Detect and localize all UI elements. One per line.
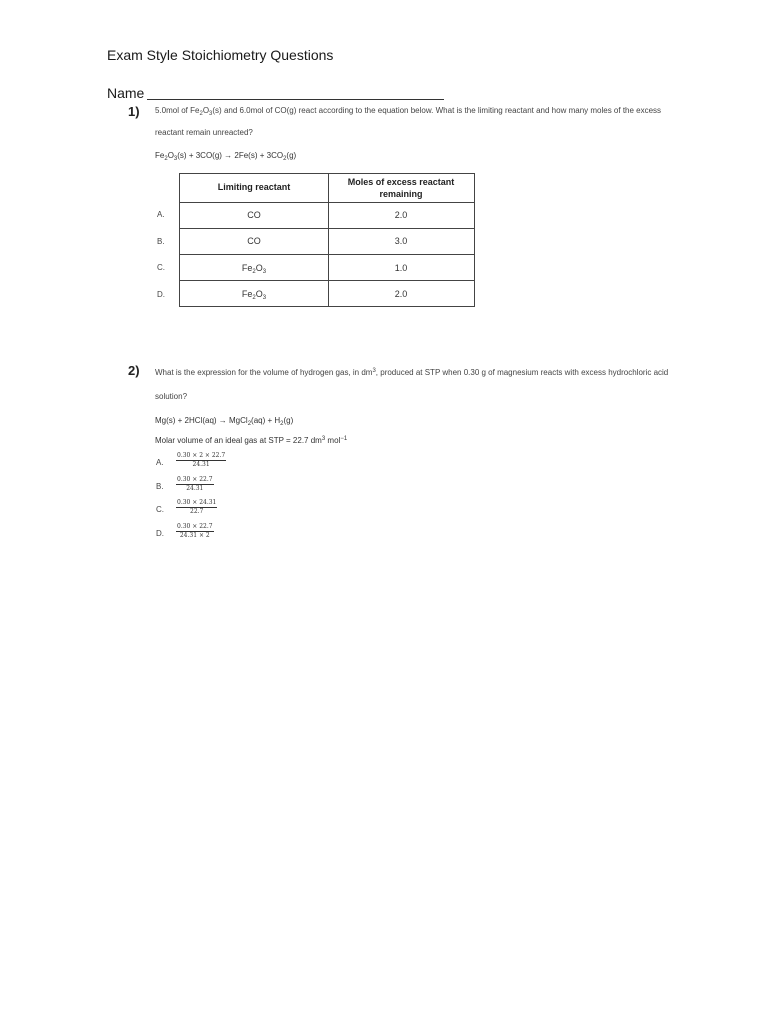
q2-option-a-letter: A.	[156, 458, 164, 467]
option-a-letter: A.	[157, 210, 165, 219]
question-2-text-line2: solution?	[155, 392, 188, 401]
table-cell-moles: 3.0	[394, 236, 408, 246]
question-2-text-line1: What is the expression for the volume of hydrogen gas, in $dm^3$, produced at STP when 0.30 g of magnesium reacts with excess hydrochloric acid	[155, 368, 669, 377]
option-d-letter: D.	[157, 290, 165, 299]
name-label: Name	[107, 85, 145, 101]
table-cell-reactant: $Fe_2O_3$	[241, 263, 267, 275]
question-1-text-line2: reactant remain unreacted?	[155, 128, 253, 137]
table-cell-reactant: CO	[247, 236, 261, 246]
option-b-letter: B.	[157, 237, 165, 246]
q2-option-a-fraction: $\frac{0.30 \times 2 \times 22.7}{24.31}$	[177, 452, 226, 468]
question-1-number: 1)	[128, 104, 140, 119]
name-blank-line	[147, 99, 444, 100]
answer-table	[179, 173, 475, 307]
question-2-equation: Mg(s) + 2HCl(aq) → MgCl$_2$(aq) + $H_2(g)$	[155, 416, 294, 427]
q2-option-d-fraction: $\frac{0.30 \times 22.7}{24.31 \times 2}$	[177, 523, 213, 539]
page-title: Exam Style Stoichiometry Questions	[107, 47, 334, 63]
table-cell-moles: 1.0	[394, 263, 408, 273]
table-cell-reactant: $Fe_2O_3$	[241, 289, 267, 301]
table-cell-moles: 2.0	[394, 210, 408, 220]
table-row-divider	[180, 280, 474, 281]
molar-volume-note: Molar volume of an ideal gas at STP = 22.7 $dm^3$ mol$^{-1}$	[155, 436, 348, 445]
table-header-moles-excess: Moles of excess reactant remaining	[347, 177, 455, 199]
q2-option-c-letter: C.	[156, 505, 164, 514]
q2-option-b-fraction: $\frac{0.30 \times 22.7}{24.31}$	[177, 476, 213, 492]
table-row-divider	[180, 254, 474, 255]
table-header-limiting-reactant: Limiting reactant	[217, 182, 291, 192]
table-cell-reactant: CO	[247, 210, 261, 220]
question-2-number: 2)	[128, 363, 140, 378]
q2-option-d-letter: D.	[156, 529, 164, 538]
q2-option-b-letter: B.	[156, 482, 164, 491]
option-c-letter: C.	[157, 263, 165, 272]
q2-option-c-fraction: $\frac{0.30 \times 24.31}{22.7}$	[177, 499, 217, 515]
table-row-divider	[180, 202, 474, 203]
question-1-equation: $Fe_2O_3(s) + 3CO(g) \to 2Fe(s) + 3CO_2(g)$	[155, 151, 297, 162]
table-cell-moles: 2.0	[394, 289, 408, 299]
table-row-divider	[180, 228, 474, 229]
question-1-text-line1: 5.0mol of $Fe_2O_3(s)$ and 6.0mol of CO(g) react according to the equation below. What is the limiting reactant and how many moles of the excess	[155, 106, 662, 117]
